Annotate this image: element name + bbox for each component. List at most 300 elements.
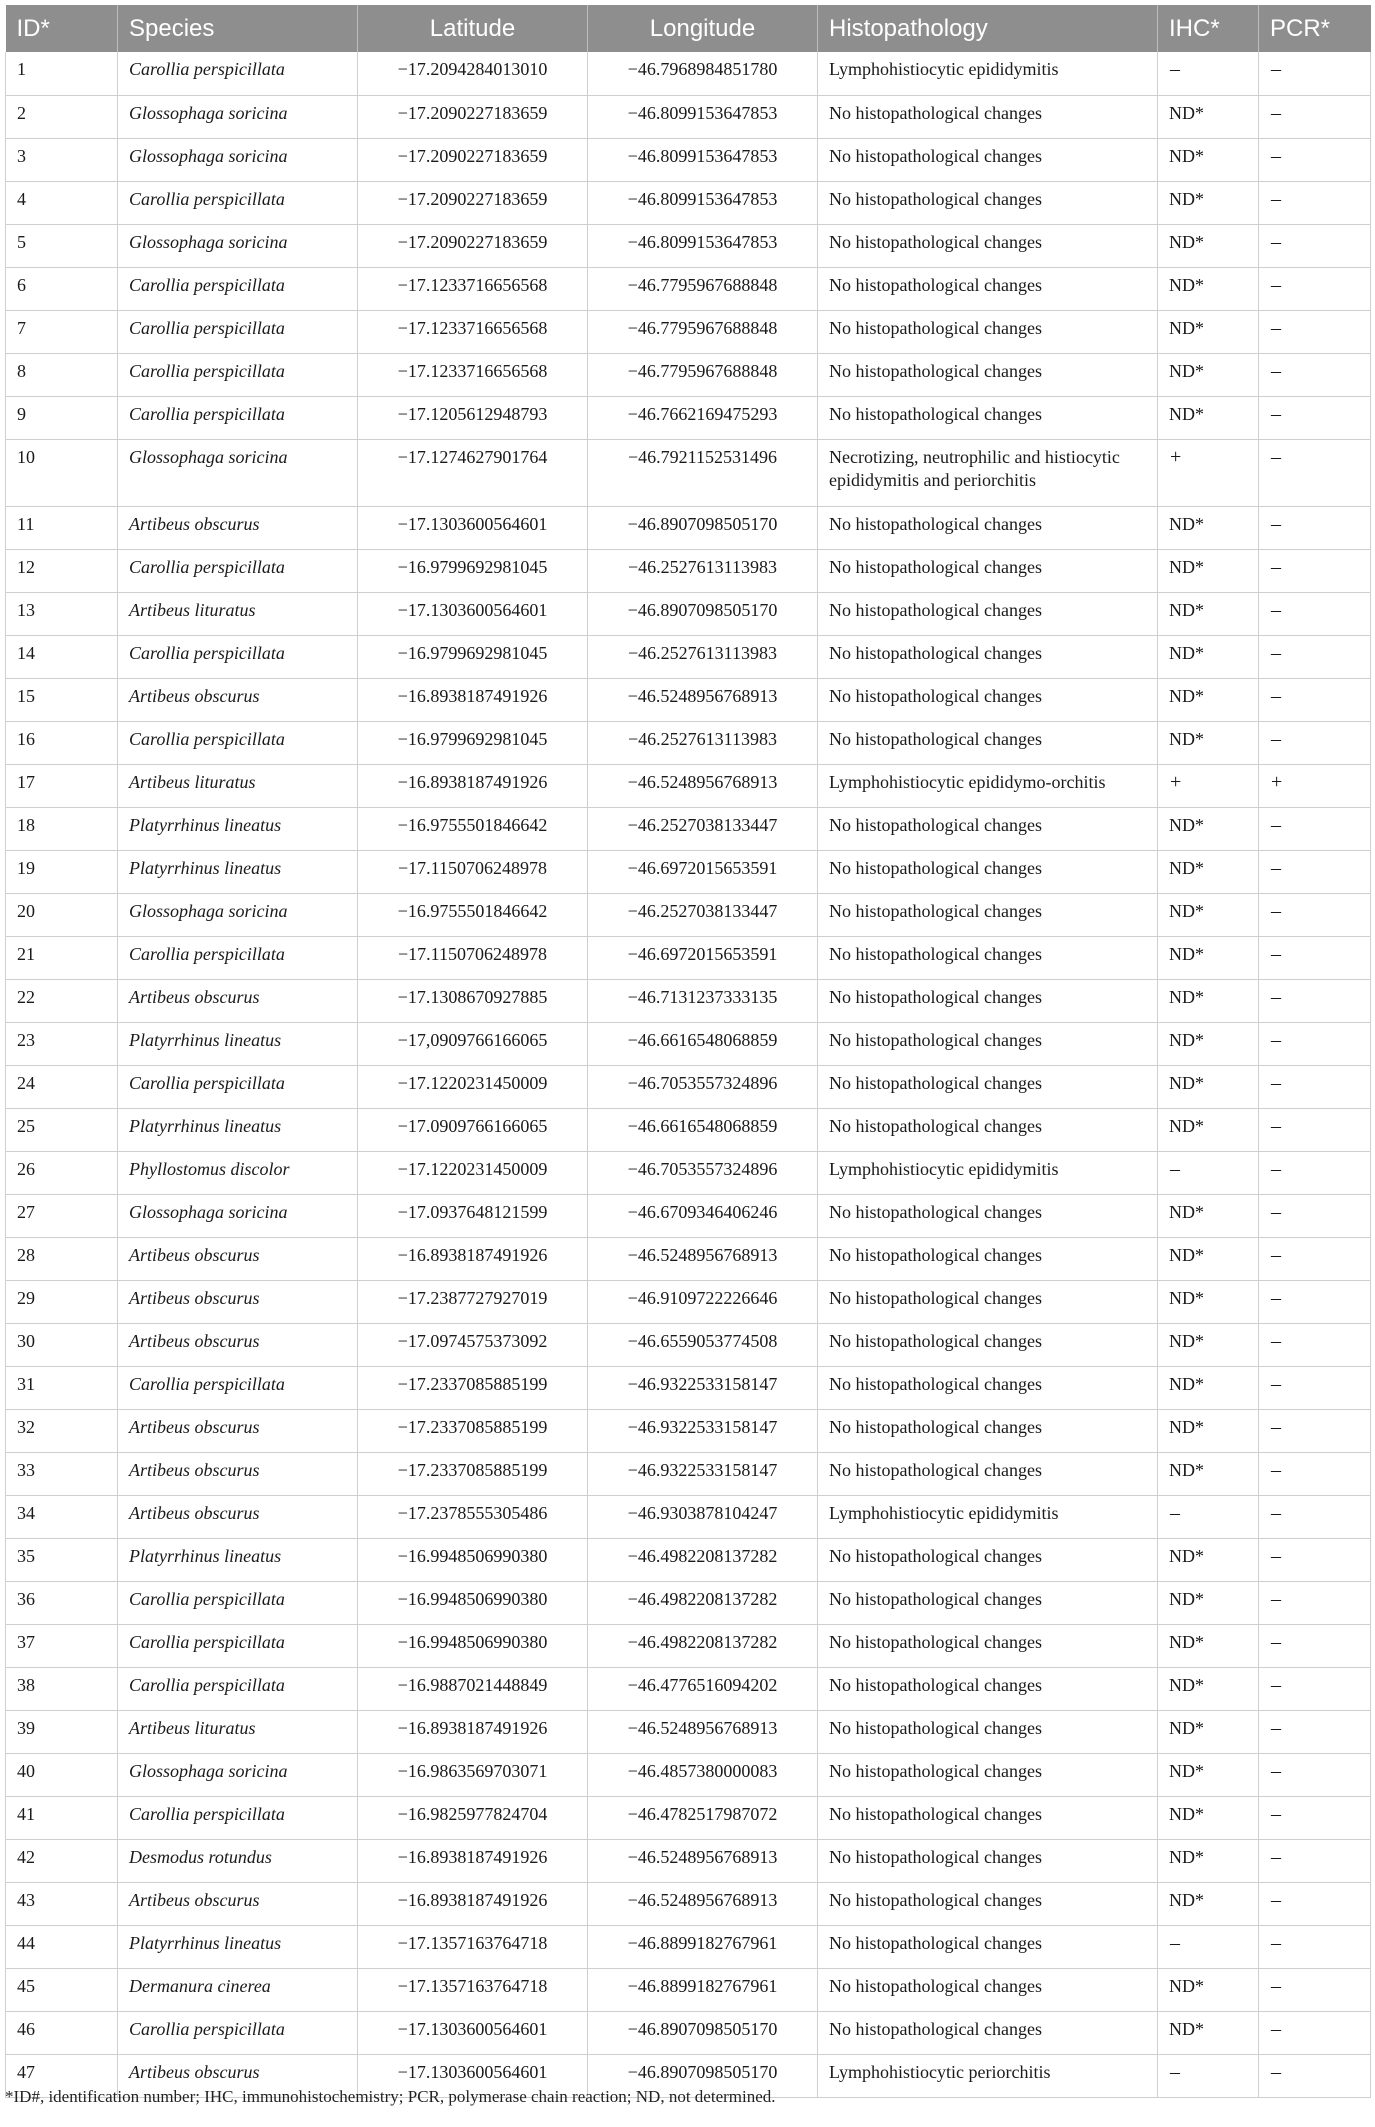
cell-ihc: ND* [1158,267,1259,310]
cell-histopathology: No histopathological changes [818,678,1158,721]
table-header [6,5,1371,52]
cell-histopathology: No histopathological changes [818,1280,1158,1323]
cell-ihc: ND* [1158,2011,1259,2054]
cell-pcr: – [1259,678,1371,721]
cell-id: 26 [6,1151,118,1194]
cell-longitude: −46.5248956768913 [588,1882,818,1925]
cell-id: 1 [6,52,118,95]
cell-latitude: −17.1357163764718 [358,1968,588,2011]
cell-latitude: −17.0937648121599 [358,1194,588,1237]
table-row [6,1022,1371,1065]
cell-id: 30 [6,1323,118,1366]
cell-longitude: −46.8899182767961 [588,1968,818,2011]
cell-ihc: ND* [1158,1538,1259,1581]
cell-latitude: −17.2337085885199 [358,1452,588,1495]
cell-latitude: −16.9825977824704 [358,1796,588,1839]
cell-pcr: – [1259,1667,1371,1710]
cell-species: Platyrrhinus lineatus [118,1538,358,1581]
cell-pcr: – [1259,1409,1371,1452]
cell-id: 39 [6,1710,118,1753]
table-row [6,893,1371,936]
cell-pcr: – [1259,1710,1371,1753]
cell-histopathology: No histopathological changes [818,138,1158,181]
cell-histopathology: Lymphohistiocytic epididymitis [818,1495,1158,1538]
cell-pcr: – [1259,807,1371,850]
cell-species: Carollia perspicillata [118,1065,358,1108]
cell-id: 5 [6,224,118,267]
cell-species: Glossophaga soricina [118,1753,358,1796]
cell-latitude: −17.1205612948793 [358,396,588,439]
cell-species: Carollia perspicillata [118,396,358,439]
cell-histopathology: No histopathological changes [818,1108,1158,1151]
cell-longitude: −46.2527038133447 [588,893,818,936]
table-row [6,721,1371,764]
cell-pcr: – [1259,893,1371,936]
cell-pcr: – [1259,1968,1371,2011]
cell-ihc: + [1158,764,1259,807]
table-row [6,1581,1371,1624]
table-row [6,807,1371,850]
cell-longitude: −46.7131237333135 [588,979,818,1022]
cell-species: Artibeus obscurus [118,678,358,721]
cell-ihc: ND* [1158,549,1259,592]
cell-ihc: ND* [1158,1409,1259,1452]
table-row [6,138,1371,181]
cell-longitude: −46.4782517987072 [588,1796,818,1839]
cell-ihc: ND* [1158,1065,1259,1108]
cell-pcr: – [1259,1022,1371,1065]
cell-ihc: ND* [1158,1753,1259,1796]
cell-id: 42 [6,1839,118,1882]
table-row [6,310,1371,353]
cell-histopathology: No histopathological changes [818,1581,1158,1624]
cell-species: Carollia perspicillata [118,635,358,678]
cell-id: 6 [6,267,118,310]
cell-pcr: – [1259,52,1371,95]
cell-species: Carollia perspicillata [118,2011,358,2054]
cell-histopathology: No histopathological changes [818,549,1158,592]
cell-longitude: −46.8099153647853 [588,181,818,224]
cell-longitude: −46.7921152531496 [588,439,818,506]
cell-id: 12 [6,549,118,592]
cell-longitude: −46.7795967688848 [588,267,818,310]
cell-pcr: – [1259,1495,1371,1538]
cell-pcr: – [1259,1581,1371,1624]
cell-pcr: – [1259,1366,1371,1409]
cell-ihc: ND* [1158,224,1259,267]
cell-species: Glossophaga soricina [118,893,358,936]
table-row [6,635,1371,678]
header-pcr: PCR* [1259,5,1371,52]
cell-pcr: – [1259,1839,1371,1882]
cell-species: Platyrrhinus lineatus [118,1108,358,1151]
cell-species: Carollia perspicillata [118,52,358,95]
cell-histopathology: No histopathological changes [818,1796,1158,1839]
cell-histopathology: No histopathological changes [818,1409,1158,1452]
cell-species: Phyllostomus discolor [118,1151,358,1194]
table-row [6,1366,1371,1409]
cell-id: 24 [6,1065,118,1108]
cell-ihc: ND* [1158,893,1259,936]
cell-pcr: – [1259,1925,1371,1968]
cell-species: Carollia perspicillata [118,1624,358,1667]
cell-histopathology: No histopathological changes [818,1624,1158,1667]
cell-id: 28 [6,1237,118,1280]
data-table [5,5,1371,2098]
cell-histopathology: No histopathological changes [818,592,1158,635]
cell-species: Carollia perspicillata [118,1366,358,1409]
table-row [6,1624,1371,1667]
cell-latitude: −16.8938187491926 [358,1237,588,1280]
cell-latitude: −17.1150706248978 [358,850,588,893]
cell-species: Carollia perspicillata [118,549,358,592]
table-row [6,1968,1371,2011]
cell-longitude: −46.9322533158147 [588,1366,818,1409]
cell-latitude: −17.1303600564601 [358,592,588,635]
cell-species: Glossophaga soricina [118,439,358,506]
cell-histopathology: No histopathological changes [818,1194,1158,1237]
cell-species: Carollia perspicillata [118,181,358,224]
cell-longitude: −46.8099153647853 [588,95,818,138]
table-row [6,2011,1371,2054]
cell-histopathology: No histopathological changes [818,353,1158,396]
cell-species: Artibeus obscurus [118,979,358,1022]
cell-ihc: ND* [1158,181,1259,224]
cell-ihc: – [1158,1925,1259,1968]
cell-pcr: – [1259,396,1371,439]
cell-ihc: ND* [1158,1796,1259,1839]
cell-ihc: ND* [1158,1452,1259,1495]
cell-longitude: −46.7053557324896 [588,1151,818,1194]
cell-histopathology: No histopathological changes [818,181,1158,224]
cell-species: Dermanura cinerea [118,1968,358,2011]
cell-ihc: ND* [1158,1022,1259,1065]
cell-species: Artibeus lituratus [118,592,358,635]
cell-latitude: −17.2090227183659 [358,181,588,224]
cell-latitude: −16.8938187491926 [358,764,588,807]
cell-pcr: – [1259,439,1371,506]
cell-histopathology: No histopathological changes [818,635,1158,678]
cell-longitude: −46.4776516094202 [588,1667,818,1710]
cell-ihc: ND* [1158,936,1259,979]
cell-longitude: −46.6616548068859 [588,1022,818,1065]
cell-ihc: ND* [1158,1882,1259,1925]
cell-pcr: – [1259,2054,1371,2097]
cell-longitude: −46.8907098505170 [588,2011,818,2054]
cell-species: Carollia perspicillata [118,353,358,396]
cell-latitude: −16.9755501846642 [358,893,588,936]
table-footnote: *ID#, identification number; IHC, immunohistochemistry; PCR, polymerase chain reaction; ND, not determined. [5,2087,776,2106]
table-row [6,979,1371,1022]
cell-latitude: −16.9799692981045 [358,635,588,678]
cell-histopathology: No histopathological changes [818,1667,1158,1710]
table-row [6,1409,1371,1452]
cell-latitude: −17.2090227183659 [358,95,588,138]
cell-pcr: – [1259,95,1371,138]
cell-histopathology: No histopathological changes [818,1065,1158,1108]
cell-ihc: ND* [1158,353,1259,396]
table-row [6,267,1371,310]
cell-latitude: −16.9948506990380 [358,1581,588,1624]
cell-pcr: – [1259,1753,1371,1796]
cell-species: Carollia perspicillata [118,310,358,353]
cell-longitude: −46.7053557324896 [588,1065,818,1108]
cell-latitude: −16.8938187491926 [358,1839,588,1882]
cell-id: 37 [6,1624,118,1667]
cell-longitude: −46.2527613113983 [588,549,818,592]
cell-id: 20 [6,893,118,936]
cell-pcr: – [1259,592,1371,635]
table-row [6,1452,1371,1495]
cell-id: 25 [6,1108,118,1151]
cell-longitude: −46.7795967688848 [588,353,818,396]
cell-pcr: – [1259,1882,1371,1925]
cell-pcr: – [1259,506,1371,549]
cell-histopathology: No histopathological changes [818,310,1158,353]
table-row [6,224,1371,267]
cell-id: 46 [6,2011,118,2054]
table-row [6,1237,1371,1280]
cell-latitude: −17.1233716656568 [358,267,588,310]
cell-species: Artibeus obscurus [118,1323,358,1366]
cell-species: Platyrrhinus lineatus [118,1925,358,1968]
cell-pcr: – [1259,1323,1371,1366]
cell-histopathology: Lymphohistiocytic epididymitis [818,1151,1158,1194]
cell-ihc: ND* [1158,1968,1259,2011]
cell-histopathology: No histopathological changes [818,1710,1158,1753]
cell-latitude: −17.1274627901764 [358,439,588,506]
table-row [6,1882,1371,1925]
cell-species: Artibeus obscurus [118,1409,358,1452]
table-row [6,936,1371,979]
cell-histopathology: No histopathological changes [818,396,1158,439]
cell-latitude: −17.1233716656568 [358,310,588,353]
cell-latitude: −17.1303600564601 [358,2054,588,2097]
cell-histopathology: No histopathological changes [818,807,1158,850]
table-row [6,52,1371,95]
cell-longitude: −46.2527038133447 [588,807,818,850]
cell-longitude: −46.4982208137282 [588,1538,818,1581]
cell-ihc: ND* [1158,396,1259,439]
cell-longitude: −46.2527613113983 [588,635,818,678]
cell-ihc: ND* [1158,1366,1259,1409]
cell-species: Glossophaga soricina [118,95,358,138]
cell-pcr: – [1259,1538,1371,1581]
cell-latitude: −17.1220231450009 [358,1065,588,1108]
cell-histopathology: No histopathological changes [818,2011,1158,2054]
cell-id: 34 [6,1495,118,1538]
cell-id: 38 [6,1667,118,1710]
cell-pcr: – [1259,549,1371,592]
cell-ihc: ND* [1158,635,1259,678]
cell-ihc: ND* [1158,721,1259,764]
cell-ihc: ND* [1158,807,1259,850]
cell-histopathology: No histopathological changes [818,95,1158,138]
table-row [6,1925,1371,1968]
cell-histopathology: No histopathological changes [818,1538,1158,1581]
cell-ihc: ND* [1158,1710,1259,1753]
cell-histopathology: No histopathological changes [818,267,1158,310]
cell-longitude: −46.9109722226646 [588,1280,818,1323]
cell-latitude: −17.2094284013010 [358,52,588,95]
cell-latitude: −17.2387727927019 [358,1280,588,1323]
cell-species: Carollia perspicillata [118,721,358,764]
cell-latitude: −16.9863569703071 [358,1753,588,1796]
cell-longitude: −46.4857380000083 [588,1753,818,1796]
cell-longitude: −46.5248956768913 [588,764,818,807]
cell-ihc: ND* [1158,1323,1259,1366]
cell-histopathology: No histopathological changes [818,1839,1158,1882]
cell-pcr: – [1259,721,1371,764]
cell-species: Desmodus rotundus [118,1839,358,1882]
table-row [6,1065,1371,1108]
cell-latitude: −16.9799692981045 [358,549,588,592]
cell-histopathology: No histopathological changes [818,1753,1158,1796]
cell-pcr: – [1259,1624,1371,1667]
cell-id: 22 [6,979,118,1022]
table-row [6,1538,1371,1581]
cell-longitude: −46.5248956768913 [588,1237,818,1280]
cell-id: 8 [6,353,118,396]
table-row [6,506,1371,549]
cell-id: 4 [6,181,118,224]
cell-histopathology: No histopathological changes [818,1366,1158,1409]
cell-id: 14 [6,635,118,678]
cell-ihc: ND* [1158,1581,1259,1624]
cell-id: 44 [6,1925,118,1968]
cell-longitude: −46.5248956768913 [588,678,818,721]
cell-ihc: – [1158,1495,1259,1538]
cell-id: 29 [6,1280,118,1323]
cell-histopathology: No histopathological changes [818,893,1158,936]
cell-ihc: ND* [1158,1667,1259,1710]
cell-latitude: −16.9948506990380 [358,1624,588,1667]
cell-longitude: −46.8099153647853 [588,224,818,267]
cell-latitude: −16.8938187491926 [358,1882,588,1925]
cell-ihc: ND* [1158,850,1259,893]
cell-histopathology: No histopathological changes [818,936,1158,979]
table-row [6,1108,1371,1151]
cell-histopathology: No histopathological changes [818,721,1158,764]
cell-latitude: −16.9799692981045 [358,721,588,764]
cell-longitude: −46.7968984851780 [588,52,818,95]
cell-id: 36 [6,1581,118,1624]
cell-histopathology: Necrotizing, neutrophilic and histiocytic epididymitis and periorchitis [818,439,1158,506]
cell-id: 2 [6,95,118,138]
cell-ihc: ND* [1158,95,1259,138]
table-row [6,1495,1371,1538]
cell-pcr: – [1259,635,1371,678]
cell-latitude: −17.2090227183659 [358,138,588,181]
table-row [6,353,1371,396]
header-longitude: Longitude [588,5,818,52]
cell-longitude: −46.6972015653591 [588,850,818,893]
cell-id: 27 [6,1194,118,1237]
cell-id: 3 [6,138,118,181]
cell-id: 19 [6,850,118,893]
cell-id: 23 [6,1022,118,1065]
cell-pcr: – [1259,936,1371,979]
cell-species: Artibeus lituratus [118,764,358,807]
cell-pcr: – [1259,979,1371,1022]
cell-species: Carollia perspicillata [118,1581,358,1624]
cell-id: 32 [6,1409,118,1452]
cell-species: Artibeus lituratus [118,1710,358,1753]
cell-ihc: ND* [1158,1839,1259,1882]
cell-pcr: – [1259,224,1371,267]
cell-pcr: – [1259,1452,1371,1495]
cell-ihc: ND* [1158,979,1259,1022]
cell-longitude: −46.7662169475293 [588,396,818,439]
cell-longitude: −46.9322533158147 [588,1409,818,1452]
cell-ihc: ND* [1158,506,1259,549]
header-ihc: IHC* [1158,5,1259,52]
cell-id: 13 [6,592,118,635]
cell-species: Carollia perspicillata [118,267,358,310]
cell-histopathology: No histopathological changes [818,979,1158,1022]
cell-ihc: ND* [1158,1280,1259,1323]
cell-pcr: – [1259,1065,1371,1108]
cell-ihc: ND* [1158,310,1259,353]
table-row [6,1151,1371,1194]
cell-species: Platyrrhinus lineatus [118,850,358,893]
cell-latitude: −17.1220231450009 [358,1151,588,1194]
cell-id: 41 [6,1796,118,1839]
cell-latitude: −17.0974575373092 [358,1323,588,1366]
cell-pcr: – [1259,353,1371,396]
cell-ihc: ND* [1158,592,1259,635]
cell-longitude: −46.8907098505170 [588,2054,818,2097]
cell-id: 10 [6,439,118,506]
cell-ihc: – [1158,52,1259,95]
cell-id: 21 [6,936,118,979]
cell-pcr: – [1259,310,1371,353]
cell-ihc: – [1158,2054,1259,2097]
cell-histopathology: Lymphohistiocytic periorchitis [818,2054,1158,2097]
cell-id: 47 [6,2054,118,2097]
cell-latitude: −16.9948506990380 [358,1538,588,1581]
table-row [6,678,1371,721]
cell-latitude: −17.2337085885199 [358,1366,588,1409]
cell-histopathology: No histopathological changes [818,1237,1158,1280]
header-histopathology: Histopathology [818,5,1158,52]
table-row [6,1194,1371,1237]
cell-id: 15 [6,678,118,721]
table-row [6,181,1371,224]
cell-ihc: ND* [1158,678,1259,721]
cell-species: Platyrrhinus lineatus [118,807,358,850]
cell-ihc: ND* [1158,1194,1259,1237]
table-row [6,439,1371,506]
table-row [6,592,1371,635]
cell-species: Artibeus obscurus [118,1495,358,1538]
table-row [6,850,1371,893]
cell-id: 45 [6,1968,118,2011]
cell-longitude: −46.5248956768913 [588,1839,818,1882]
cell-histopathology: No histopathological changes [818,1882,1158,1925]
cell-species: Carollia perspicillata [118,1796,358,1839]
table-body [6,52,1371,2097]
cell-species: Artibeus obscurus [118,506,358,549]
cell-species: Artibeus obscurus [118,1237,358,1280]
table-row [6,1839,1371,1882]
cell-id: 9 [6,396,118,439]
cell-longitude: −46.6709346406246 [588,1194,818,1237]
cell-longitude: −46.4982208137282 [588,1581,818,1624]
cell-latitude: −17.1233716656568 [358,353,588,396]
cell-id: 18 [6,807,118,850]
cell-id: 33 [6,1452,118,1495]
